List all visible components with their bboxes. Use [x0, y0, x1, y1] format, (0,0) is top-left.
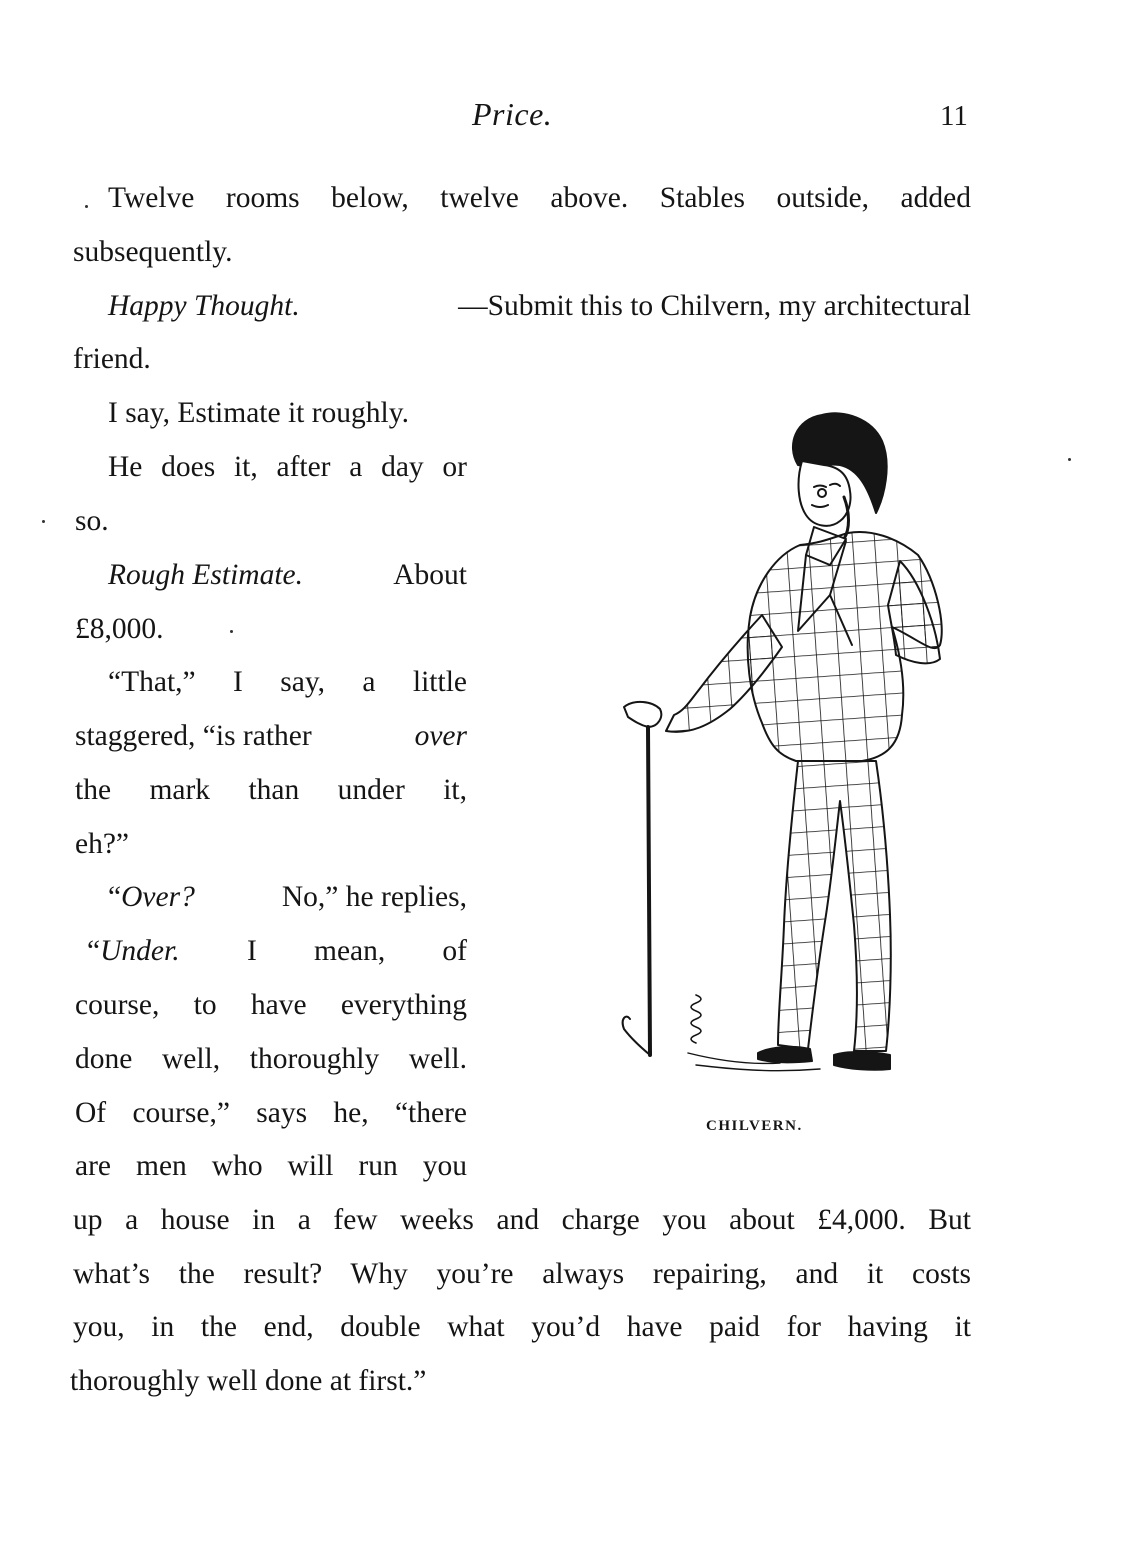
text-line: friend. — [73, 343, 151, 375]
text-line: subsequently. — [73, 236, 233, 268]
print-speck — [85, 205, 88, 208]
text-span: I mean, of — [247, 935, 467, 967]
print-speck — [230, 630, 233, 633]
text-span: —Submit this to Chilvern, my architectural — [458, 290, 971, 322]
text-line: the mark than under it, — [75, 774, 467, 806]
italic-phrase: Rough Estimate. — [108, 559, 304, 591]
print-speck — [42, 520, 45, 523]
text-line — [108, 561, 467, 591]
text-line: up a house in a few weeks and charge you about £4,000. But — [73, 1204, 971, 1236]
chilvern-illustration — [600, 405, 960, 1095]
text-line: what’s the result? Why you’re always repairing, and it costs — [73, 1258, 971, 1290]
text-line: Twelve rooms below, twelve above. Stables outside, added — [108, 182, 971, 214]
italic-word: Under. — [100, 935, 180, 967]
text-line: so. — [75, 505, 109, 537]
text-line — [108, 292, 971, 322]
text-line: £8,000. — [75, 613, 164, 645]
text-line: course, to have everything — [75, 989, 467, 1021]
running-head-title: Price. — [472, 96, 553, 132]
text-line — [75, 722, 467, 752]
page-number: 11 — [940, 100, 968, 132]
text-line: I say, Estimate it roughly. — [108, 397, 409, 429]
text-line: thoroughly well done at first.” — [70, 1365, 427, 1397]
text-line: done well, thoroughly well. — [75, 1043, 467, 1075]
text-span: No,” he replies, — [281, 881, 467, 913]
print-speck — [1068, 458, 1071, 461]
text-line — [87, 937, 467, 967]
text-line: “That,” I say, a little — [108, 666, 467, 698]
italic-word: Over? — [121, 881, 195, 913]
italic-phrase: Happy Thought. — [108, 290, 300, 322]
figure-caption: CHILVERN. — [706, 1118, 803, 1134]
text-line: eh?” — [75, 828, 130, 860]
text-line — [108, 883, 467, 913]
italic-word: over — [414, 720, 467, 752]
text-line: He does it, after a day or — [108, 451, 467, 483]
text-span: “ — [108, 881, 122, 913]
text-span: “ — [87, 935, 101, 967]
text-span: About — [393, 559, 467, 591]
text-line: Of course,” says he, “there — [75, 1097, 467, 1129]
text-span: staggered, “is rather — [75, 720, 312, 752]
text-line: are men who will run you — [75, 1150, 467, 1182]
text-line: you, in the end, double what you’d have paid for having it — [73, 1311, 971, 1343]
